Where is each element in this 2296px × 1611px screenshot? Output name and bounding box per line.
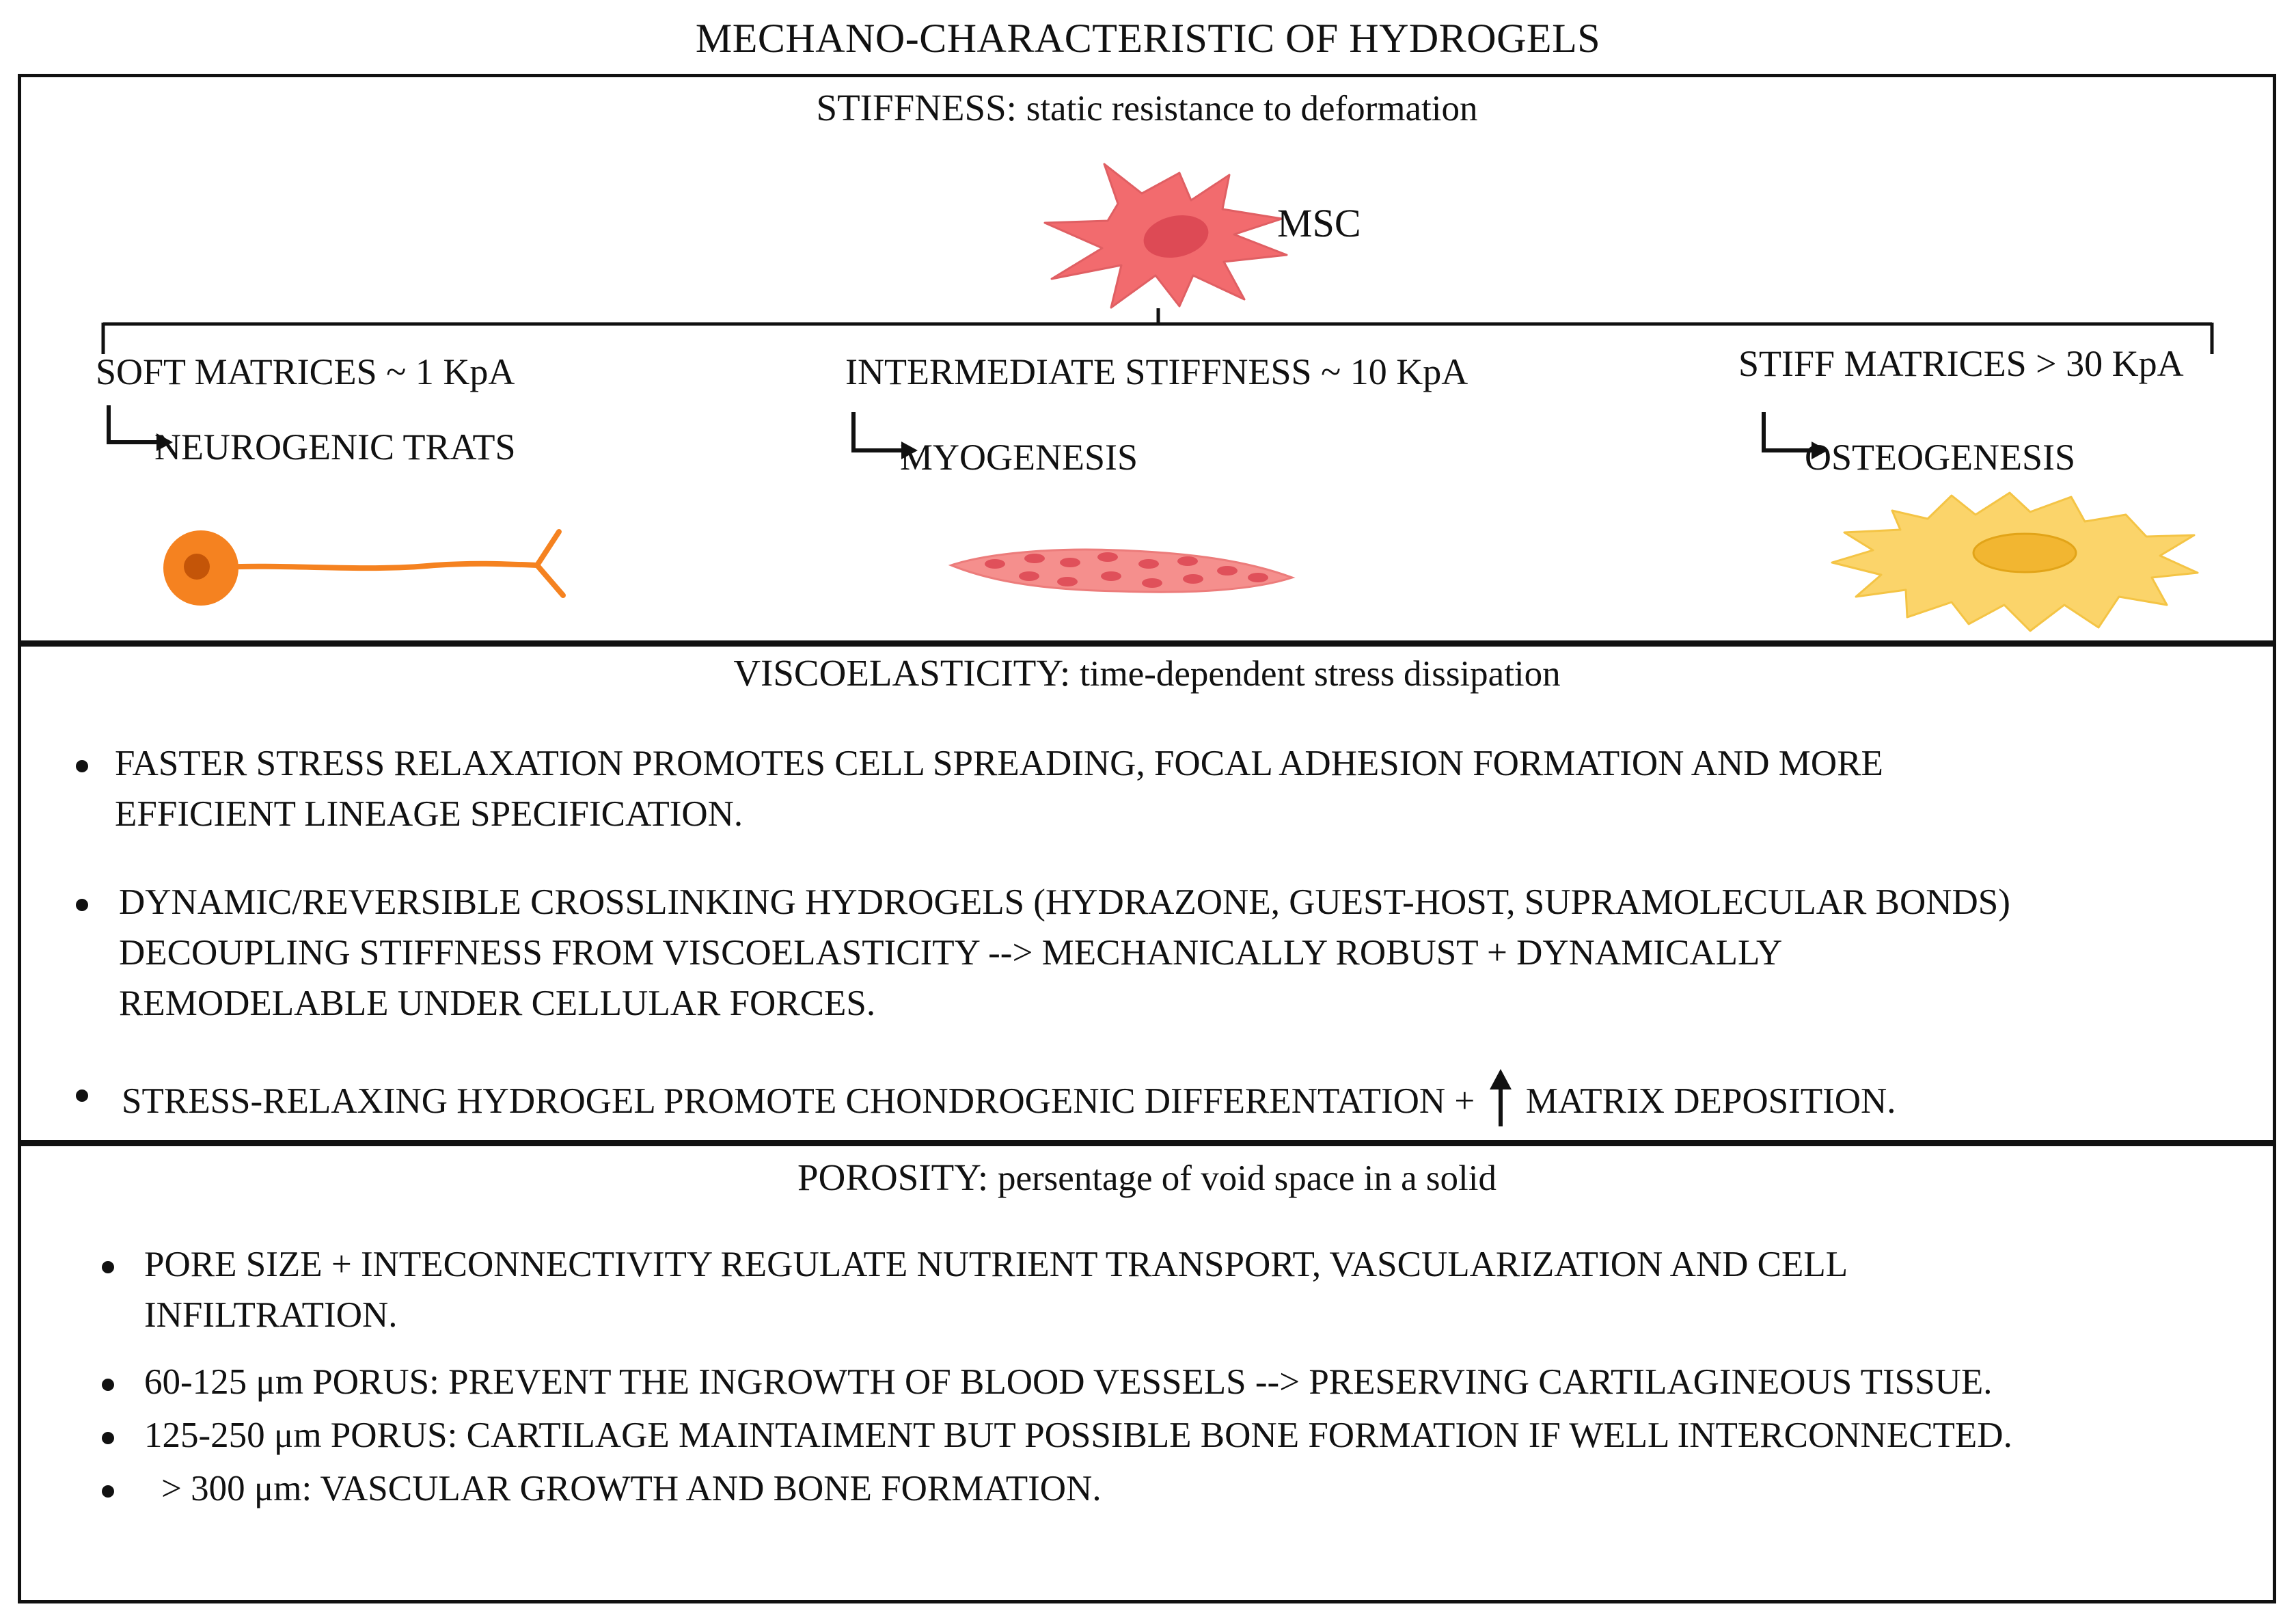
- neuron-axon: [216, 564, 537, 568]
- page-title: MECHANO-CHARACTERISTIC OF HYDROGELS: [695, 16, 1601, 61]
- porosity-bullet-2: 60-125 μm PORUS: PREVENT THE INGROWTH OF BLOOD VESSELS --> PRESERVING CARTILAGINEOUS TISSUE.: [144, 1362, 1993, 1402]
- branch-stiff-outcome: OSTEOGENESIS: [1805, 437, 2076, 478]
- porosity-bullet-1: [144, 1239, 1848, 1340]
- branch-soft-label: SOFT MATRICES ~ 1 KpA: [96, 351, 515, 392]
- branch-intermediate-label: INTERMEDIATE STIFFNESS ~ 10 KpA: [845, 351, 1468, 392]
- branch-stiff-label: STIFF MATRICES > 30 KpA: [1738, 343, 2184, 384]
- bullet-dot: [76, 1089, 88, 1102]
- stiffness-panel: [18, 74, 2276, 647]
- msc-label: MSC: [1277, 201, 1361, 245]
- porosity-heading-key: POROSITY:: [797, 1156, 989, 1198]
- porosity-bullet-1-line-1: PORE SIZE + INTECONNECTIVITY REGULATE NUTRIENT TRANSPORT, VASCULARIZATION AND CELL: [144, 1245, 1848, 1284]
- porosity-bullet-1-line-2: INFILTRATION.: [144, 1295, 398, 1335]
- bullet-dot: [102, 1485, 114, 1498]
- myocyte-cell-icon: [947, 528, 1302, 610]
- branch-intermediate-outcome: MYOGENESIS: [900, 437, 1138, 478]
- viscoelasticity-heading-key: VISCOELASTICITY:: [733, 652, 1071, 694]
- viscoelasticity-panel: [18, 640, 2276, 1146]
- neuron-nucleus: [184, 554, 210, 580]
- porosity-panel: [18, 1140, 2276, 1603]
- visco-bullet-1-line-2: EFFICIENT LINEAGE SPECIFICATION.: [115, 794, 743, 834]
- bullet-dot: [102, 1379, 114, 1391]
- bullet-dot: [102, 1261, 114, 1273]
- porosity-heading-definition: persentage of void space in a solid: [997, 1159, 1496, 1198]
- visco-bullet-3-after-arrow: MATRIX DEPOSITION.: [1525, 1081, 1896, 1121]
- visco-bullet-1-line-1: FASTER STRESS RELAXATION PROMOTES CELL SPREADING, FOCAL ADHESION FORMATION AND MORE: [115, 744, 1883, 783]
- myocyte-body: [951, 550, 1292, 592]
- branch-soft-outcome: NEUROGENIC TRATS: [154, 427, 516, 468]
- neuron-dendrite: [537, 532, 563, 595]
- viscoelasticity-heading-definition: time-dependent stress dissipation: [1080, 654, 1561, 694]
- bullet-dot: [102, 1432, 114, 1444]
- up-arrow-icon: [1487, 1068, 1514, 1128]
- viscoelasticity-heading: [21, 651, 2273, 694]
- visco-bullet-1: [115, 738, 1883, 839]
- visco-bullet-2-line-2: DECOUPLING STIFFNESS FROM VISCOELASTICITY --> MECHANICALLY ROBUST + DYNAMICALLY: [119, 933, 1783, 973]
- visco-bullet-2: [119, 877, 2010, 1029]
- porosity-heading: [21, 1156, 2273, 1199]
- visco-bullet-2-line-3: REMODELABLE UNDER CELLULAR FORCES.: [119, 984, 876, 1023]
- visco-bullet-3: [122, 1068, 1896, 1128]
- visco-bullet-2-line-1: DYNAMIC/REVERSIBLE CROSSLINKING HYDROGELS (HYDRAZONE, GUEST-HOST, SUPRAMOLECULAR BONDS): [119, 882, 2010, 922]
- porosity-bullet-3: 125-250 μm PORUS: CARTILAGE MAINTAIMENT BUT POSSIBLE BONE FORMATION IF WELL INTERCONNECTED.: [144, 1416, 2012, 1455]
- osteocyte-cell-icon: [1825, 487, 2208, 638]
- porosity-bullet-4: > 300 μm: VASCULAR GROWTH AND BONE FORMATION.: [161, 1469, 1102, 1508]
- bullet-dot: [76, 899, 88, 911]
- bullet-dot: [76, 760, 88, 772]
- neuron-cell-icon: [148, 515, 585, 631]
- stiffness-heading-definition: static resistance to deformation: [1026, 89, 1478, 128]
- visco-bullet-3-before-arrow: STRESS-RELAXING HYDROGEL PROMOTE CHONDROGENIC DIFFERENTATION +: [122, 1081, 1475, 1121]
- stiffness-heading-key: STIFFNESS:: [816, 87, 1017, 128]
- osteocyte-nucleus: [1973, 534, 2076, 572]
